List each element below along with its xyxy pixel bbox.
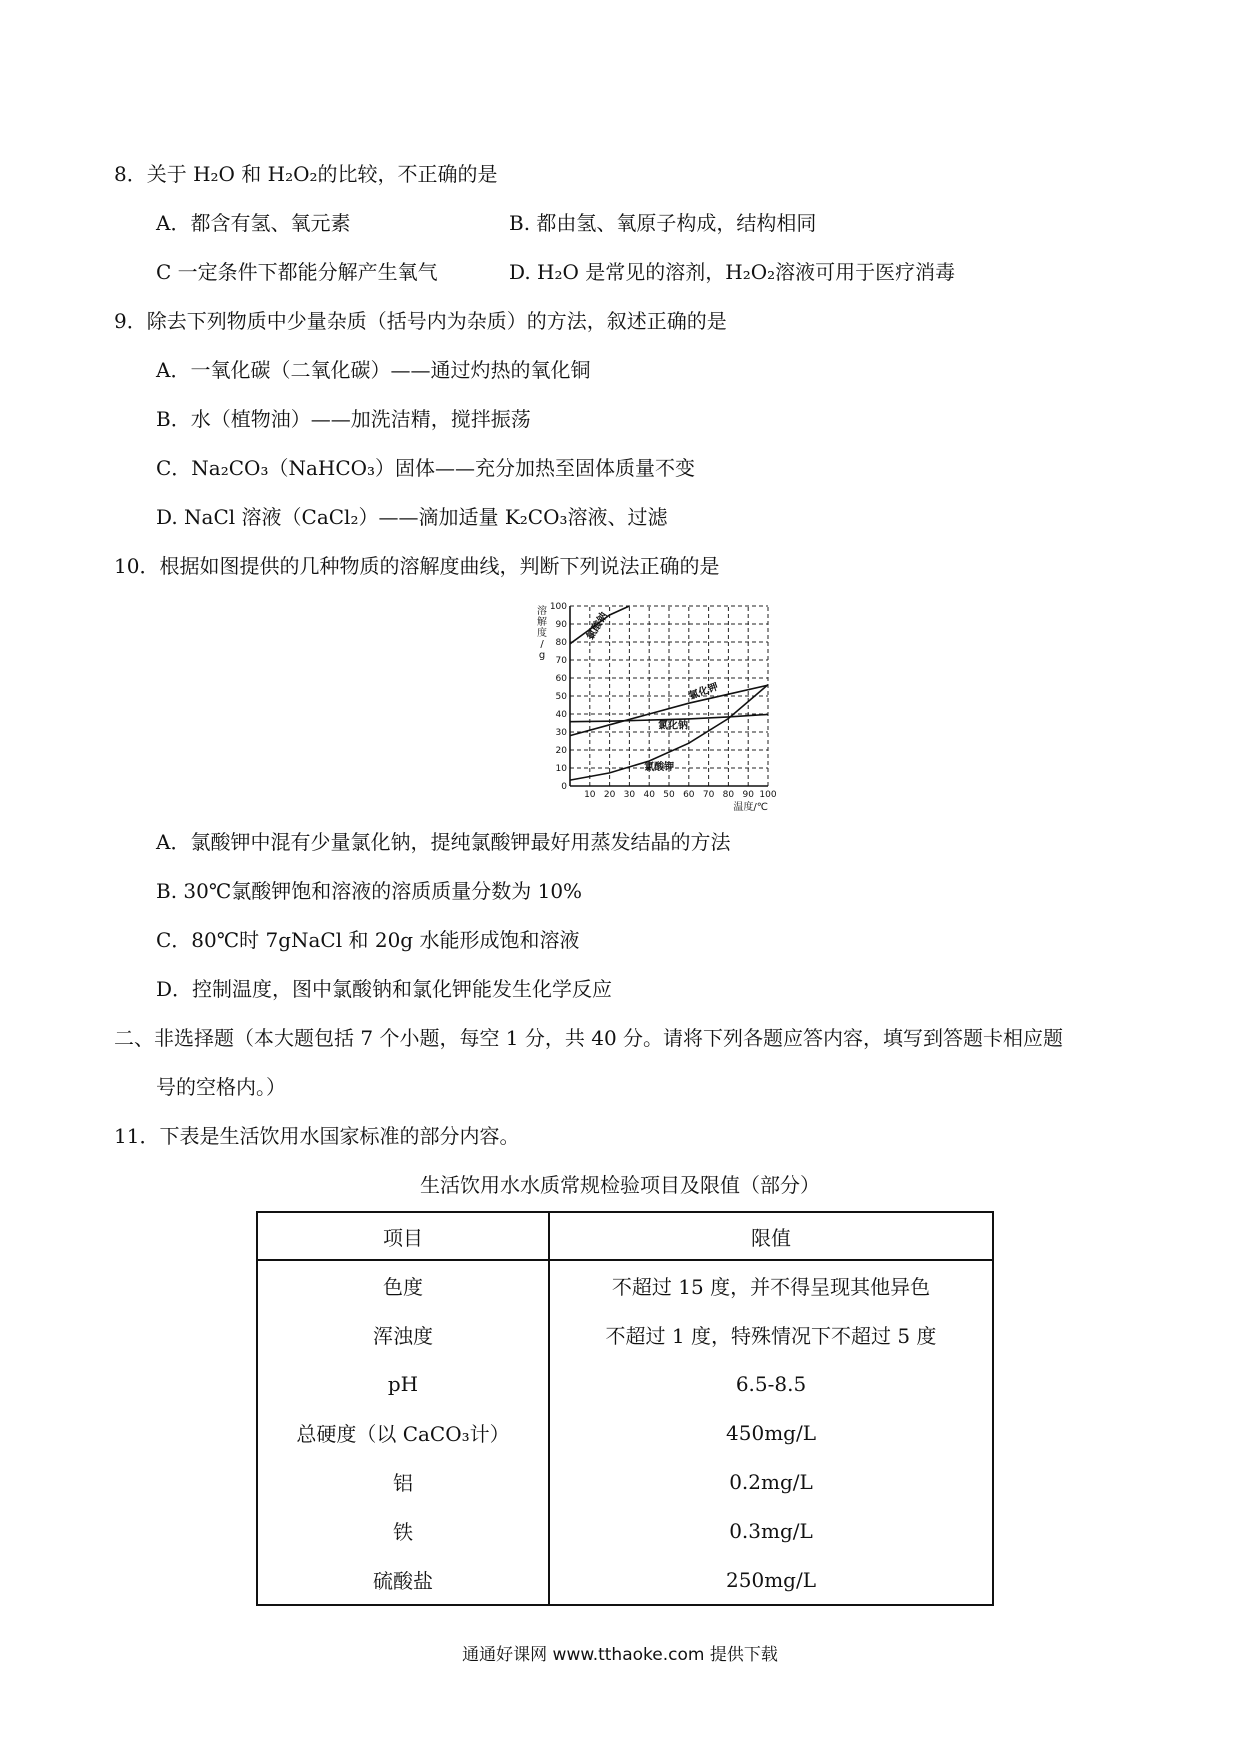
x-axis-label: 温度/℃ [733,802,768,813]
y-tick-label: 80 [555,638,567,648]
header-limit: 限值 [549,1212,993,1260]
y-tick-label: 30 [555,728,567,738]
table-cell-limit: 0.3mg/L [729,1518,813,1543]
y-tick-label: 60 [555,674,567,684]
q9-option-d: D. NaCl 溶液（CaCl₂）——滴加适量 K₂CO₃溶液、过滤 [156,505,668,529]
x-tick-label: 40 [643,790,655,800]
table-row [257,1310,993,1359]
series-label: 氯化钾 [687,681,720,703]
x-tick-label: 100 [759,790,777,800]
table-caption: 生活饮用水水质常规检验项目及限值（部分） [420,1173,820,1197]
q10-option-a: A．氯酸钾中混有少量氯化钠，提纯氯酸钾最好用蒸发结晶的方法 [156,830,731,854]
series-label: 氯化钠 [657,720,688,732]
y-axis-label-char: 度 [537,628,547,639]
q8-option-d: D. H₂O 是常见的溶剂，H₂O₂溶液可用于医疗消毒 [509,260,956,284]
y-tick-label: 10 [555,764,567,774]
table-cell-item: 总硬度（以 CaCO₃计） [257,1408,549,1457]
y-axis-label-char: 解 [537,617,547,628]
y-tick-label: 0 [561,782,567,792]
y-axis-label-char: g [538,650,546,661]
solubility-chart [536,596,782,814]
table-cell-limit: 450mg/L [726,1420,816,1445]
series-label: 氯酸钾 [644,761,675,773]
water-standard-table [256,1211,994,1606]
table-row [257,1506,993,1555]
y-tick-label: 70 [555,656,567,666]
page-footer: 通通好课网 www.tthaoke.com 提供下载 [462,1645,778,1665]
x-tick-label: 20 [603,790,616,800]
table-cell-limit: 0.2mg/L [729,1469,813,1494]
table-cell-limit: 6.5-8.5 [735,1371,807,1396]
table-row [257,1555,993,1605]
q9-stem: 9．除去下列物质中少量杂质（括号内为杂质）的方法，叙述正确的是 [114,309,727,333]
q8-option-b: B. 都由氢、氧原子构成，结构相同 [509,211,817,235]
x-tick-label: 50 [663,790,675,800]
q9-option-b: B．水（植物油）——加洗洁精，搅拌振荡 [156,407,531,431]
table-row [257,1260,993,1310]
y-tick-label: 90 [555,620,567,630]
table-cell-item: 硫酸盐 [257,1555,549,1605]
q10-option-b: B. 30℃氯酸钾饱和溶液的溶质质量分数为 10% [156,879,583,903]
y-tick-label: 20 [555,746,567,756]
table-cell-limit: 250mg/L [726,1567,816,1592]
y-tick-label: 40 [555,710,567,720]
q10-stem: 10．根据如图提供的几种物质的溶解度曲线，判断下列说法正确的是 [114,554,720,578]
table-cell-item: 色度 [257,1260,549,1310]
header-item: 项目 [257,1212,549,1260]
q9-option-a: A．一氧化碳（二氧化碳）——通过灼热的氧化铜 [156,358,591,382]
y-tick-label: 100 [549,602,567,612]
series-label: 氯酸钠 [584,610,611,642]
q8-stem: 8．关于 H₂O 和 H₂O₂的比较，不正确的是 [114,162,498,186]
table-cell-item: 铁 [257,1506,549,1555]
table-row [257,1457,993,1506]
y-axis-label-char: 溶 [537,606,547,617]
table-cell-item: 浑浊度 [257,1310,549,1359]
x-tick-label: 90 [742,790,754,800]
y-axis-label-char: / [540,639,544,650]
table-row [257,1359,993,1408]
table-header-row [257,1212,993,1260]
q8-option-a: A．都含有氢、氧元素 [156,211,351,235]
x-tick-label: 30 [623,790,636,800]
x-tick-label: 70 [702,790,715,800]
table-cell-item: pH [257,1359,549,1408]
q11-stem: 11．下表是生活饮用水国家标准的部分内容。 [114,1124,520,1148]
section2-heading: 二、非选择题（本大题包括 7 个小题，每空 1 分，共 40 分。请将下列各题应答内容，填写到答题卡相应题 [114,1026,1064,1050]
table-cell-limit: 不超过 15 度，并不得呈现其他异色 [611,1275,931,1299]
y-tick-label: 50 [555,692,567,702]
q10-option-d: D．控制温度，图中氯酸钠和氯化钾能发生化学反应 [156,977,613,1001]
q10-option-c: C．80℃时 7gNaCl 和 20g 水能形成饱和溶液 [156,928,580,952]
q8-option-c: C 一定条件下都能分解产生氧气 [156,260,438,284]
table-row [257,1408,993,1457]
table-cell-limit: 不超过 1 度，特殊情况下不超过 5 度 [605,1324,937,1348]
x-tick-label: 80 [722,790,735,800]
x-tick-label: 60 [683,790,695,800]
section2-heading-cont: 号的空格内。） [156,1075,286,1099]
table-cell-item: 铝 [257,1457,549,1506]
x-tick-label: 10 [584,790,596,800]
q9-option-c: C．Na₂CO₃（NaHCO₃）固体——充分加热至固体质量不变 [156,456,696,480]
